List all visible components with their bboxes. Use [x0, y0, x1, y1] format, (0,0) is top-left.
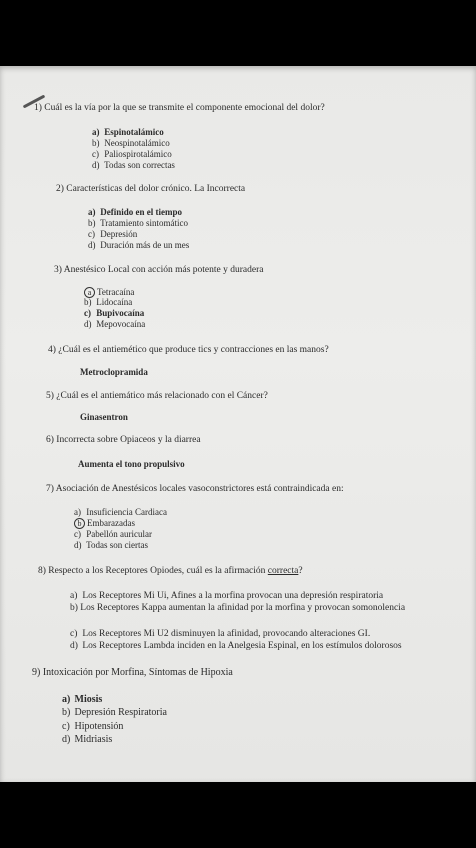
q9-option-a: a) Miosis	[62, 694, 103, 705]
q9-option-d: d) Midriasis	[62, 734, 113, 745]
circled-answer-mark: a	[84, 287, 95, 298]
q6-answer: Aumenta el tono propulsivo	[78, 459, 185, 469]
circled-answer-mark: b	[74, 518, 85, 529]
q2-option-c: c) Depresión	[88, 229, 138, 239]
q3-option-a: a Tetracaína	[84, 287, 134, 298]
question-7: 7) Asociación de Anestésicos locales vasoconstrictores está contraindicada en:	[46, 484, 344, 494]
q7-option-a: a) Insuficiencia Cardiaca	[74, 507, 167, 517]
question-2: 2) Características del dolor crónico. La Incorrecta	[56, 184, 246, 194]
q7-option-d: d) Todas son ciertas	[74, 540, 148, 550]
q2-option-a: a) Definido en el tiempo	[88, 207, 182, 217]
q7-option-c: c) Pabellón auricular	[74, 529, 152, 539]
q9-option-b: b) Depresión Respiratoria	[62, 707, 167, 718]
q2-option-d: d) Duración más de un mes	[88, 240, 190, 250]
question-5: 5) ¿Cuál es el antiemático más relacionado con el Cáncer?	[46, 391, 268, 401]
q9-option-c: c) Hipotensión	[62, 721, 124, 732]
q8-option-b: b) Los Receptores Kappa aumentan la afinidad por la morfina y provocan somonolencia	[70, 603, 406, 613]
q8-option-a: a) Los Receptores Mi Ui, Afines a la morfina provocan una depresión respiratoria	[70, 591, 384, 601]
q2-option-b: b) Tratamiento sintomático	[88, 218, 189, 228]
question-9: 9) Intoxicación por Morfina, Síntomas de Hipoxia	[32, 667, 233, 678]
q1-option-a: a) Espinotalámico	[92, 127, 164, 137]
q3-option-b: b) Lidocaína	[84, 297, 133, 307]
q4-answer: Metroclopramida	[80, 367, 148, 377]
q1-option-b: b) Neospinotalámico	[92, 138, 170, 148]
question-4: 4) ¿Cuál es el antiemético que produce tics y contracciones en las manos?	[48, 345, 329, 355]
q1-option-c: c) Paliospirotalámico	[92, 149, 172, 159]
q3-option-d: d) Mepovocaína	[84, 319, 146, 329]
q1-option-d: d) Todas son correctas	[92, 160, 175, 170]
question-8: 8) Respecto a los Receptores Opiodes, cuál es la afirmación correcta?	[38, 566, 303, 576]
q5-answer: Ginasentron	[80, 412, 128, 422]
question-3: 3) Anestésico Local con acción más potente y duradera	[54, 265, 264, 275]
question-1: 1) Cuál es la vía por la que se transmite el componente emocional del dolor?	[34, 103, 325, 113]
q7-option-b: b Embarazadas	[74, 518, 135, 529]
q8-option-d: d) Los Receptores Lambda inciden en la Anelgesia Espinal, en los estímulos dolorosos	[70, 641, 402, 651]
question-6: 6) Incorrecta sobre Opiaceos y la diarrea	[46, 435, 201, 445]
q3-option-c: c) Bupivocaína	[84, 308, 145, 318]
q8-option-c: c) Los Receptores Mi U2 disminuyen la afinidad, provocando alteraciones GI.	[70, 629, 371, 639]
